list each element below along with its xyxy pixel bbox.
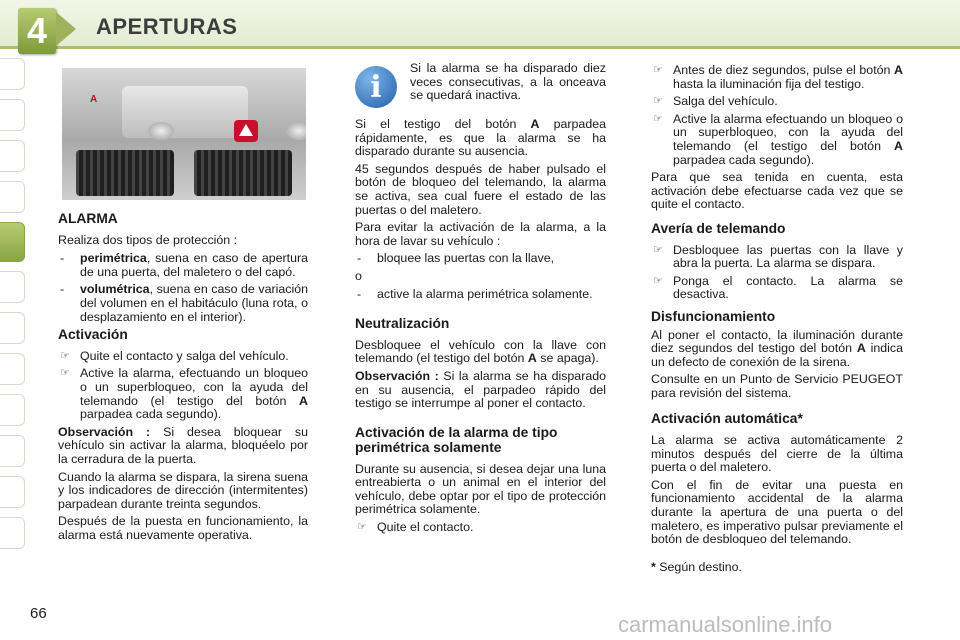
right-vent	[194, 150, 292, 196]
chapter-number: 4	[18, 8, 56, 54]
hand-pointer-icon: ☞	[60, 349, 70, 362]
hand-pointer-icon: ☞	[653, 243, 663, 256]
page-number: 66	[30, 605, 47, 622]
dash-marker: -	[357, 286, 362, 301]
side-tab-active[interactable]	[0, 222, 25, 262]
list-item-perimetrica: - perimétrica, suena en caso de apertura de una puerta, del maletero o del capó.	[60, 251, 308, 279]
alarma-intro: Realiza dos tipos de protección :	[58, 232, 238, 247]
dashboard-console	[122, 86, 248, 138]
perim-paragraph: Durante su ausencia, si desea dejar una luna entreabierta o un animal en el interior del vehículo, debe optar por el tipo de protección perimétrica solamente.	[355, 461, 606, 517]
hand-pointer-icon: ☞	[653, 274, 663, 287]
hand-pointer-icon: ☞	[653, 64, 663, 76]
info-note: Si la alarma se ha disparado diez veces consecutivas, a la onceava se quedará inactiva.	[410, 61, 606, 103]
chapter-arrow	[56, 12, 76, 46]
list-item: ☞ Quite el contacto y salga del vehículo.	[60, 348, 289, 363]
despues-paragraph: Después de la puesta en funcionamiento, la alarma está nuevamente operativa.	[58, 514, 308, 542]
side-tab-4[interactable]	[0, 181, 25, 213]
right-button-figure	[286, 122, 306, 140]
section-title-averia: Avería de telemando	[651, 220, 786, 236]
dash-marker: -	[60, 251, 65, 266]
side-tab-3[interactable]	[0, 140, 25, 172]
tenida-paragraph: Para que sea tenida en cuenta, esta activación debe efectuarse cada vez que se quite el contacto.	[651, 170, 903, 212]
list-item: ☞ Active la alarma efectuando un bloqueo o un superbloqueo, con la ayuda del telemando (el testigo del botón A parpadea cada segundo).	[653, 111, 903, 167]
auto-paragraph-2: Con el fin de evitar una puesta en funcionamiento accidental de la alarma durante la apertura de una puerta o del maletero, es imperativo pulsar previamente el botón de desbloqueo del telemando.	[651, 477, 903, 547]
testigo-paragraph: Si el testigo del botón A parpadea rápidamente, es que la alarma se ha disparado durante su ausencia.	[355, 117, 606, 159]
side-tab-10[interactable]	[0, 435, 25, 467]
list-item: ☞ Quite el contacto.	[357, 520, 474, 535]
hand-pointer-icon: ☞	[60, 367, 70, 380]
list-item: ☞ Desbloquee las puertas con la llave y abra la puerta. La alarma se dispara.	[653, 242, 903, 271]
hand-pointer-icon: ☞	[357, 521, 367, 534]
neutral-obs-paragraph: Observación : Si la alarma se ha disparado en su ausencia, el parpadeo rápido del testigo se interrumpe al poner el contacto.	[355, 368, 606, 411]
hazard-button-figure	[234, 120, 258, 142]
section-title-neutralizacion: Neutralización	[355, 316, 450, 332]
lavar-paragraph: Para evitar la activación de la alarma, a la hora de lavar su vehículo :	[355, 220, 606, 248]
neutral-paragraph: Desbloquee el vehículo con la llave con telemando (el testigo del botón A se apaga).	[355, 337, 606, 366]
dash-marker: -	[60, 282, 65, 297]
dispara-paragraph: Cuando la alarma se dispara, la sirena suena y los indicadores de dirección (intermitentes) parpadean durante treinta segundos.	[58, 469, 308, 511]
column-1	[58, 206, 308, 546]
list-item-volumetrica: - volumétrica, suena en caso de variación del volumen en el habitáculo (luna rota, o desplazamiento en el interior).	[60, 282, 308, 324]
side-tab-9[interactable]	[0, 394, 25, 426]
side-tab-strip	[0, 58, 26, 558]
left-vent	[76, 150, 174, 196]
watermark: carmanualsonline.info	[618, 612, 833, 637]
hand-pointer-icon: ☞	[653, 112, 663, 125]
section-title-disfuncionamiento: Disfuncionamiento	[651, 308, 776, 324]
page-title: APERTURAS	[96, 14, 238, 39]
auto-paragraph-1: La alarma se activa automáticamente 2 minutos después del cierre de la última puerta o del maletero.	[651, 433, 903, 475]
disf-paragraph: Al poner el contacto, la iluminación durante diez segundos del testigo del botón A indica un defecto de conexión de la sirena.	[651, 327, 903, 369]
footnote: * Según destino.	[651, 559, 742, 574]
section-title-activacion: Activación	[58, 327, 128, 343]
figure-label-a: A	[90, 94, 98, 105]
list-item: ☞ Active la alarma, efectuando un bloqueo o un superbloqueo, con la ayuda del telemando (el testigo del botón A parpadea cada segundo).	[60, 366, 308, 422]
side-tab-2[interactable]	[0, 99, 25, 131]
side-tab-8[interactable]	[0, 353, 25, 385]
dash-marker: -	[357, 251, 362, 266]
dashboard-figure	[62, 68, 306, 200]
observacion-paragraph: Observación : Si desea bloquear su vehículo sin activar la alarma, bloquéelo por la cerradura de la puerta.	[58, 424, 308, 466]
list-item: - active la alarma perimétrica solamente.	[357, 286, 593, 301]
o-separator: o	[355, 268, 362, 283]
section-title-automatica: Activación automática*	[651, 411, 803, 427]
section-title-perimetrica: Activación de la alarma de tipo perimétrica solamente	[355, 424, 558, 455]
button-a-figure	[148, 122, 174, 140]
side-tab-7[interactable]	[0, 312, 25, 344]
section-title-alarma: ALARMA	[58, 211, 118, 226]
info-icon: i	[355, 66, 397, 108]
side-tab-1[interactable]	[0, 58, 25, 90]
side-tab-12[interactable]	[0, 517, 25, 549]
hand-pointer-icon: ☞	[653, 95, 663, 108]
list-item: ☞ Salga del vehículo.	[653, 94, 778, 109]
segundos-paragraph: 45 segundos después de haber pulsado el botón de bloqueo del telemando, la alarma se activa, sea cual fuere el estado de las puertas o del maletero.	[355, 161, 606, 217]
side-tab-11[interactable]	[0, 476, 25, 508]
consulte-paragraph: Consulte en un Punto de Servicio PEUGEOT para revisión del sistema.	[651, 372, 903, 400]
list-item: - bloquee las puertas con la llave,	[357, 251, 555, 266]
list-item: ☞ Antes de diez segundos, pulse el botón A hasta la iluminación fija del testigo.	[653, 63, 903, 91]
column-3	[651, 64, 903, 578]
column-2	[355, 118, 606, 539]
side-tab-6[interactable]	[0, 271, 25, 303]
list-item: ☞ Ponga el contacto. La alarma se desactiva.	[653, 273, 903, 302]
